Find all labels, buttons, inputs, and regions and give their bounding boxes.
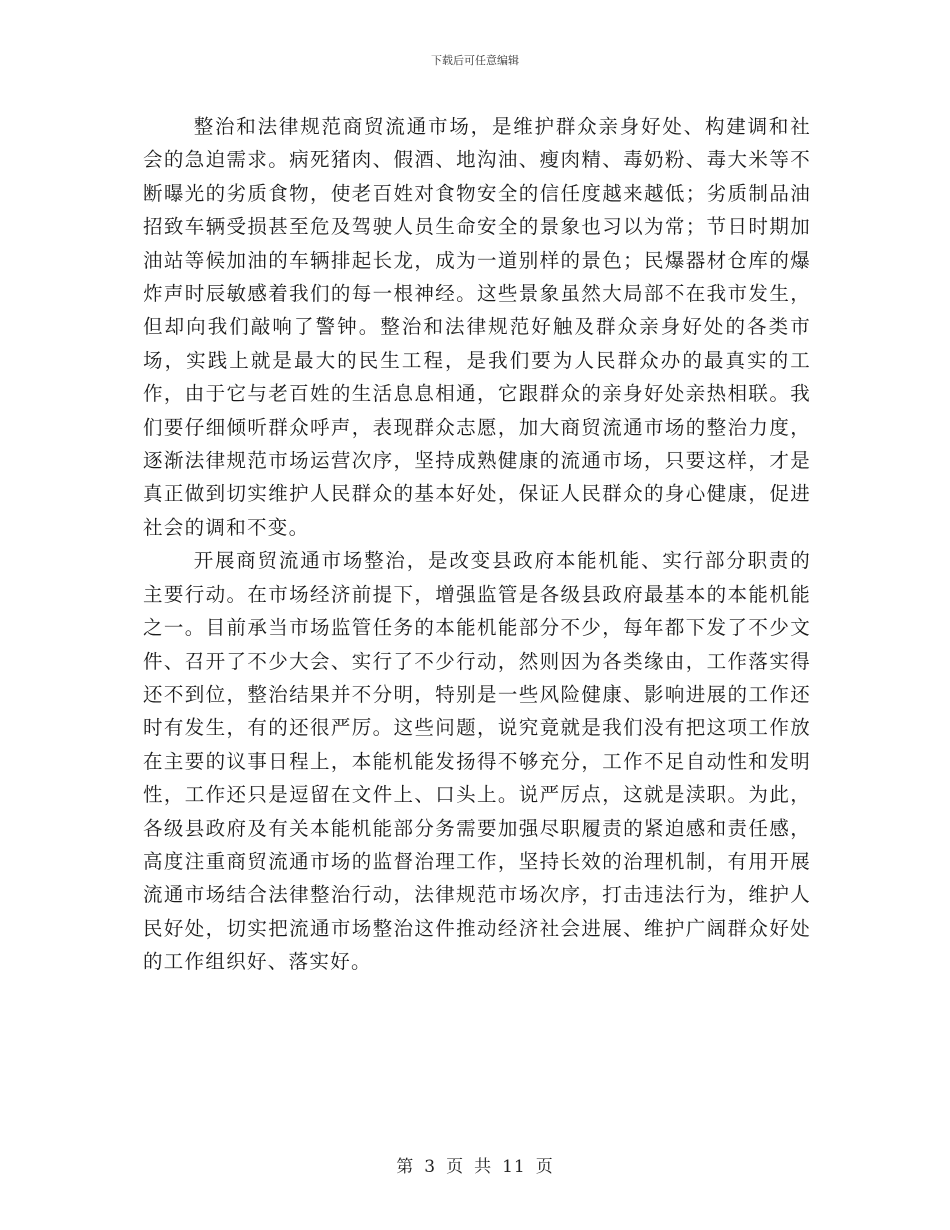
footer-page-word: 页 — [446, 1157, 465, 1177]
document-body — [143, 110, 811, 979]
page-footer — [0, 1156, 950, 1178]
header-edit-note: 下载后可任意编辑 — [431, 54, 519, 67]
footer-total-pages: 11 — [502, 1157, 526, 1177]
footer-current-page: 3 — [424, 1157, 437, 1177]
body-paragraph-1: 整治和法律规范商贸流通市场，是维护群众亲身好处、构建调和社会的急迫需求。病死猪肉、假酒、地沟油、瘦肉精、毒奶粉、毒大米等不断曝光的劣质食物，使老百姓对食物安全的信任度越来越低；劣质制品油招致车辆受损甚至危及驾驶人员生命安全的景象也习以为常；节日时期加油站等候加油的车辆排起长龙，成为一道别样的景色；民爆器材仓库的爆炸声时辰敏感着我们的每一根神经。这些景象虽然大局部不在我市发生，但却向我们敲响了警钟。整治和法律规范好触及群众亲身好处的各类市场，实践上就是最大的民生工程，是我们要为人民群众办的最真实的工作，由于它与老百姓的生活息息相通，它跟群众的亲身好处亲热相联。我们要仔细倾听群众呼声，表现群众志愿，加大商贸流通市场的整治力度，逐渐法律规范市场运营次序，坚持成熟健康的流通市场，只要这样，才是真正做到切实维护人民群众的基本好处，保证人民群众的身心健康，促进社会的调和不变。 — [143, 115, 811, 539]
footer-total-prefix: 共 — [474, 1157, 493, 1177]
body-paragraph-2: 开展商贸流通市场整治，是改变县政府本能机能、实行部分职责的主要行动。在市场经济前提下，增强监管是各级县政府最基本的本能机能之一。目前承当市场监管任务的本能机能部分不少，每年都下发了不少文件、召开了不少大会、实行了不少行动，然则因为各类缘由，工作落实得还不到位，整治结果并不分明，特别是一些风险健康、影响进展的工作还时有发生，有的还很严厉。这些问题，说究竟就是我们没有把这项工作放在主要的议事日程上，本能机能发扬得不够充分，工作不足自动性和发明性，工作还只是逗留在文件上、口头上。说严厉点，这就是渎职。为此，各级县政府及有关本能机能部分务需要加强尽职履责的紧迫感和责任感，高度注重商贸流通市场的监督治理工作，坚持长效的治理机制，有用开展流通市场结合法律整治行动，法律规范市场次序，打击违法行为，维护人民好处，切实把流通市场整治这件推动经济社会进展、维护广阔群众好处的工作组织好、落实好。 — [143, 549, 811, 974]
page-header — [0, 53, 950, 69]
footer-page-suffix: 页 — [535, 1157, 554, 1177]
footer-prefix: 第 — [396, 1157, 415, 1177]
